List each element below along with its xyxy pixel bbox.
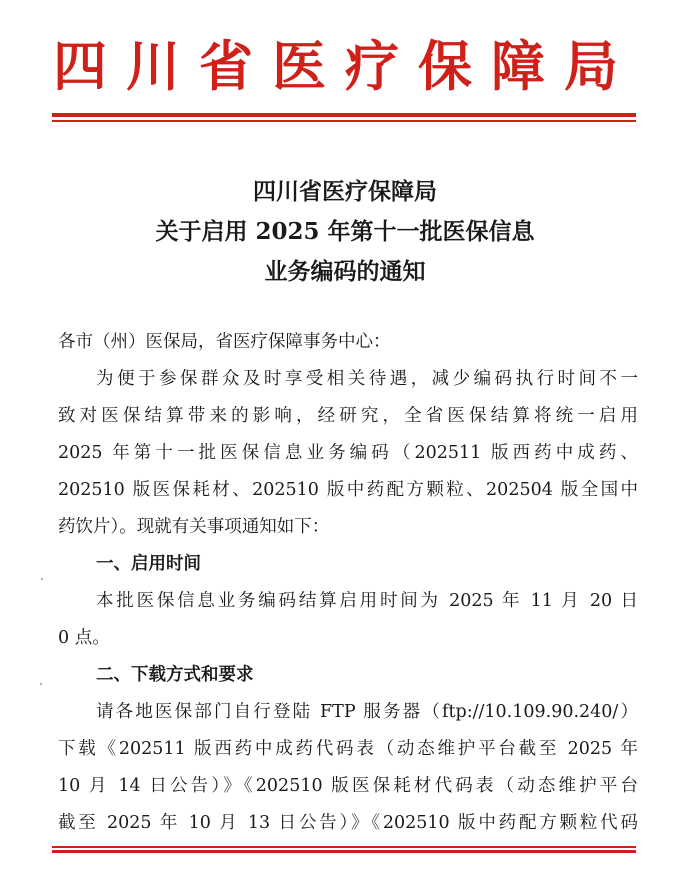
- scan-speck: [40, 683, 42, 685]
- scan-speck: [41, 578, 43, 580]
- letterhead-rule-thick: [52, 113, 636, 117]
- letterhead-title: 四川省医疗保障局: [53, 34, 637, 98]
- document-title-line-2: 关于启用 2025 年第十一批医保信息: [155, 218, 535, 245]
- paragraph-1-line-4: 202510 版医保耗材、202510 版中药配方颗粒、202504 版全国中: [58, 480, 638, 500]
- section-1-line-2: 0 点。: [58, 628, 110, 648]
- document-title-line-1: 四川省医疗保障局: [253, 178, 437, 205]
- paragraph-1-line-2: 致对医保结算带来的影响，经研究，全省医保结算将统一启用: [58, 406, 638, 426]
- paragraph-1-line-3: 2025 年第十一批医保信息业务编码（202511 版西药中成药、: [58, 443, 638, 463]
- salutation: 各市（州）医保局，省医疗保障事务中心：: [58, 332, 391, 352]
- paragraph-1-line-1: 为便于参保群众及时享受相关待遇，减少编码执行时间不一: [96, 369, 638, 389]
- section-1-heading: 一、启用时间: [96, 554, 201, 574]
- section-2-line-3: 10 月 14 日公告）》《202510 版医保耗材代码表（动态维护平台: [58, 776, 638, 796]
- section-2-line-2: 下载《202511 版西药中成药代码表（动态维护平台截至 2025 年: [58, 739, 638, 759]
- letterhead-rule-thin: [52, 120, 636, 122]
- footer-rule-thin: [52, 846, 636, 848]
- section-2-heading: 二、下载方式和要求: [96, 665, 254, 685]
- section-2-line-4: 截至 2025 年 10 月 13 日公告）》《202510 版中药配方颗粒代码: [58, 813, 638, 833]
- document-title-line-3: 业务编码的通知: [264, 258, 426, 285]
- section-2-line-1: 请各地医保部门自行登陆 FTP 服务器（ftp://10.109.90.240/）: [96, 702, 638, 722]
- paragraph-1-line-5: 药饮片）。现就有关事项通知如下：: [58, 517, 330, 537]
- footer-rule-thick: [52, 850, 636, 853]
- section-1-line-1: 本批医保信息业务编码结算启用时间为 2025 年 11 月 20 日: [96, 591, 638, 611]
